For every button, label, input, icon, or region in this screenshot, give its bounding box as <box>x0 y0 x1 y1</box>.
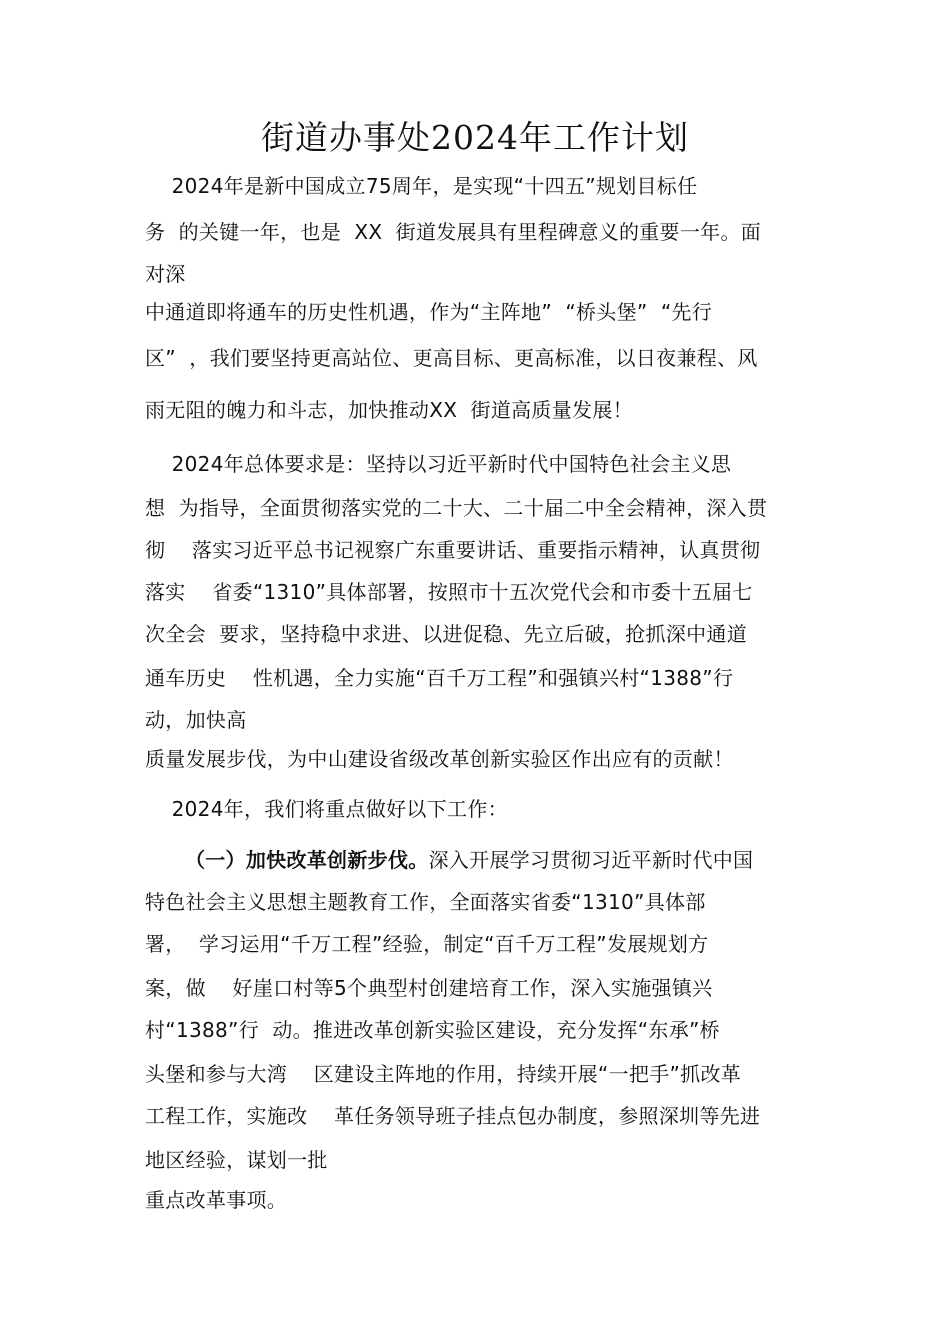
paragraph-4-line-3: 署， 学习运用“千万工程”经验，制定“百千万工程”发展规划方 <box>145 932 709 956</box>
paragraph-2-line-7: 动，加快高 <box>145 708 247 732</box>
paragraph-4-line-5: 村“1388”行 动。推进改革创新实验区建设，充分发挥“东承”桥 <box>145 1018 720 1042</box>
paragraph-3-line-1: 2024年，我们将重点做好以下工作： <box>145 797 508 821</box>
paragraph-1-line-6: 雨无阻的魄力和斗志，加快推动XX 街道高质量发展！ <box>145 398 633 422</box>
section-1-lead-indent <box>145 848 185 872</box>
paragraph-1-line-1: 2024年是新中国成立75周年，是实现“十四五”规划目标任 <box>145 174 698 198</box>
paragraph-4-line-7: 工程工作，实施改 革任务领导班子挂点包办制度，参照深圳等先进 <box>145 1104 761 1128</box>
paragraph-2-line-2: 想 为指导，全面贯彻落实党的二十大、二十届二中全会精神，深入贯 <box>145 496 768 520</box>
paragraph-4-line-8: 地区经验，谋划一批 <box>145 1148 328 1172</box>
paragraph-2-line-4: 落实 省委“1310”具体部署，按照市十五次党代会和市委十五届七 <box>145 580 753 604</box>
paragraph-4-line-4: 案，做 好崖口村等5个典型村创建培育工作，深入实施强镇兴 <box>145 976 713 1000</box>
paragraph-1-line-3: 对深 <box>145 262 186 286</box>
paragraph-2-line-1: 2024年总体要求是：坚持以习近平新时代中国特色社会主义思 <box>145 452 732 476</box>
paragraph-2-line-6: 通车历史 性机遇，全力实施“百千万工程”和强镇兴村“1388”行 <box>145 666 734 690</box>
paragraph-2-line-8: 质量发展步伐，为中山建设省级改革创新实验区作出应有的贡献！ <box>145 747 734 771</box>
paragraph-4-line-1 <box>145 846 753 874</box>
paragraph-4-line-2: 特色社会主义思想主题教育工作，全面落实省委“1310”具体部 <box>145 890 706 914</box>
document-title: 街道办事处2024年工作计划 <box>261 118 689 157</box>
paragraph-4-line-6: 头堡和参与大湾 区建设主阵地的作用，持续开展“一把手”抓改革 <box>145 1062 742 1086</box>
section-1-lead-rest: 深入开展学习贯彻习近平新时代中国 <box>428 848 754 872</box>
section-1-heading: （一）加快改革创新步伐。 <box>184 848 429 872</box>
paragraph-4-line-9: 重点改革事项。 <box>145 1188 288 1212</box>
paragraph-2-line-3: 彻 落实习近平总书记视察广东重要讲话、重要指示精神，认真贯彻 <box>145 538 761 562</box>
paragraph-1-line-2: 务 的关键一年，也是 XX 街道发展具有里程碑意义的重要一年。面 <box>145 220 762 244</box>
paragraph-2-line-5: 次全会 要求，坚持稳中求进、以进促稳、先立后破，抢抓深中通道 <box>145 622 748 646</box>
paragraph-1-line-4: 中通道即将通车的历史性机遇，作为“主阵地” “桥头堡” “先行 <box>145 300 713 324</box>
paragraph-1-line-5: 区” ，我们要坚持更高站位、更高目标、更高标准，以日夜兼程、风 <box>145 346 758 370</box>
